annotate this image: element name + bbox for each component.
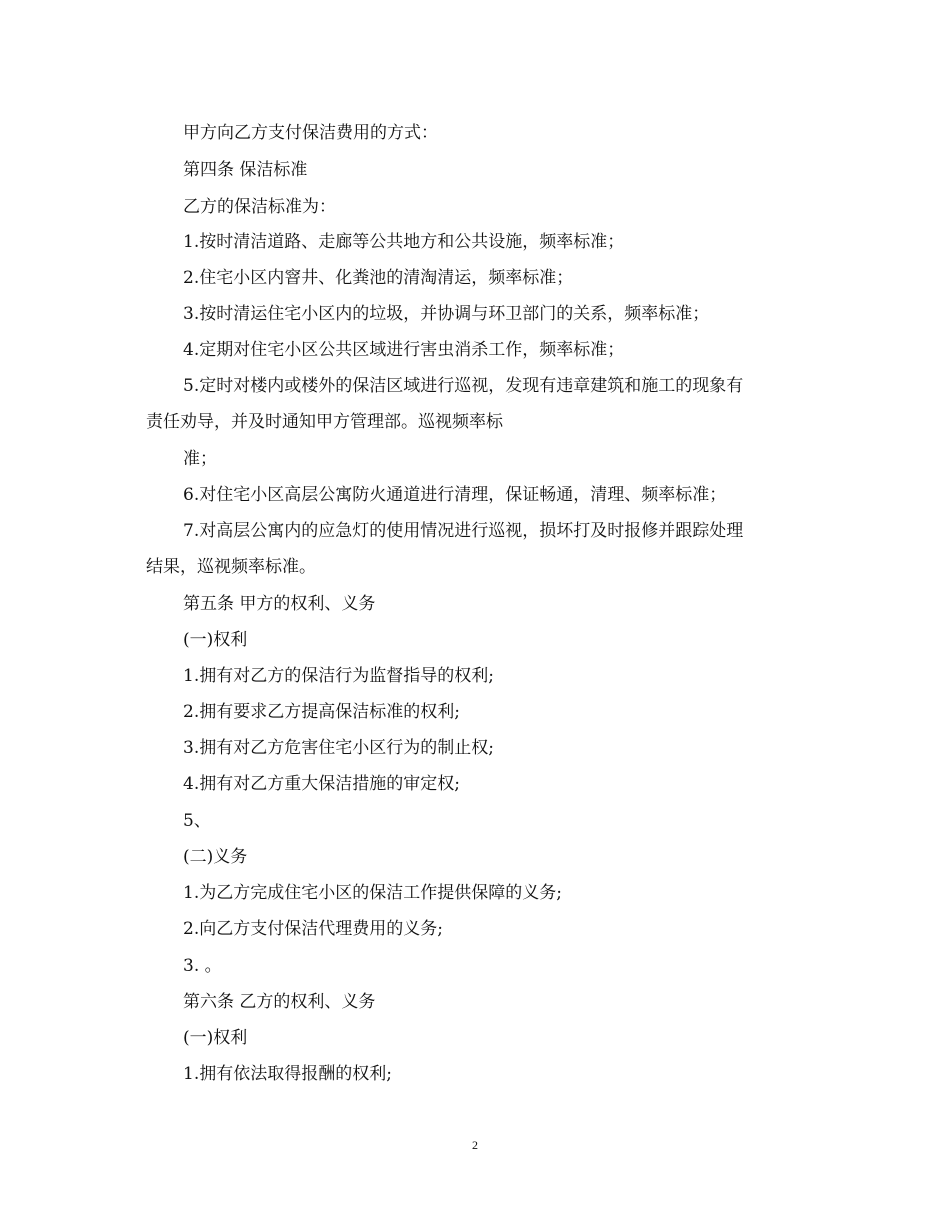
cleaning-standard-intro: 乙方的保洁标准为： [183, 197, 336, 217]
party-b-rights-heading: (一)权利 [183, 1028, 248, 1048]
article-five-heading: 第五条 甲方的权利、义务 [183, 594, 376, 614]
party-a-right-4: 4.拥有对乙方重大保洁措施的审定权; [183, 774, 460, 794]
article-four-heading: 第四条 保洁标准 [183, 160, 308, 180]
party-a-right-3: 3.拥有对乙方危害住宅小区行为的制止权; [183, 738, 494, 758]
party-a-obligations-heading: (二)义务 [183, 847, 248, 867]
party-a-right-2: 2.拥有要求乙方提高保洁标准的权利; [183, 702, 460, 722]
party-a-right-1: 1.拥有对乙方的保洁行为监督指导的权利; [183, 666, 494, 686]
page-number: 2 [472, 1138, 478, 1152]
party-a-right-5: 5、 [183, 811, 211, 831]
party-a-obligation-1: 1.为乙方完成住宅小区的保洁工作提供保障的义务; [183, 883, 562, 903]
standard-item-5: 5.定时对楼内或楼外的保洁区域进行巡视，发现有违章建筑和施工的现象有 [183, 376, 744, 396]
standard-item-4: 4.定期对住宅小区公共区域进行害虫消杀工作，频率标准； [183, 340, 625, 360]
party-a-rights-heading: (一)权利 [183, 630, 248, 650]
party-b-right-1: 1.拥有依法取得报酬的权利; [183, 1064, 392, 1084]
standard-item-2: 2.住宅小区内窨井、化粪池的清淘清运，频率标准； [183, 268, 574, 288]
standard-item-5-continued: 责任劝导，并及时通知甲方管理部。巡视频率标 [146, 412, 503, 432]
standard-item-7: 7.对高层公寓内的应急灯的使用情况进行巡视，损坏打及时报修并跟踪处理 [183, 521, 744, 541]
standard-item-1: 1.按时清洁道路、走廊等公共地方和公共设施，频率标准； [183, 232, 625, 252]
standard-item-7-continued: 结果，巡视频率标准。 [146, 557, 316, 577]
standard-item-6: 6.对住宅小区高层公寓防火通道进行清理，保证畅通，清理、频率标准； [183, 485, 727, 505]
article-six-heading: 第六条 乙方的权利、义务 [183, 992, 376, 1012]
party-a-obligation-2: 2.向乙方支付保洁代理费用的义务; [183, 919, 443, 939]
payment-method-line: 甲方向乙方支付保洁费用的方式： [183, 123, 438, 143]
party-a-obligation-3: 3. 。 [183, 956, 222, 976]
standard-item-5-end: 准； [183, 449, 217, 469]
standard-item-3: 3.按时清运住宅小区内的垃圾，并协调与环卫部门的关系，频率标准； [183, 304, 710, 324]
